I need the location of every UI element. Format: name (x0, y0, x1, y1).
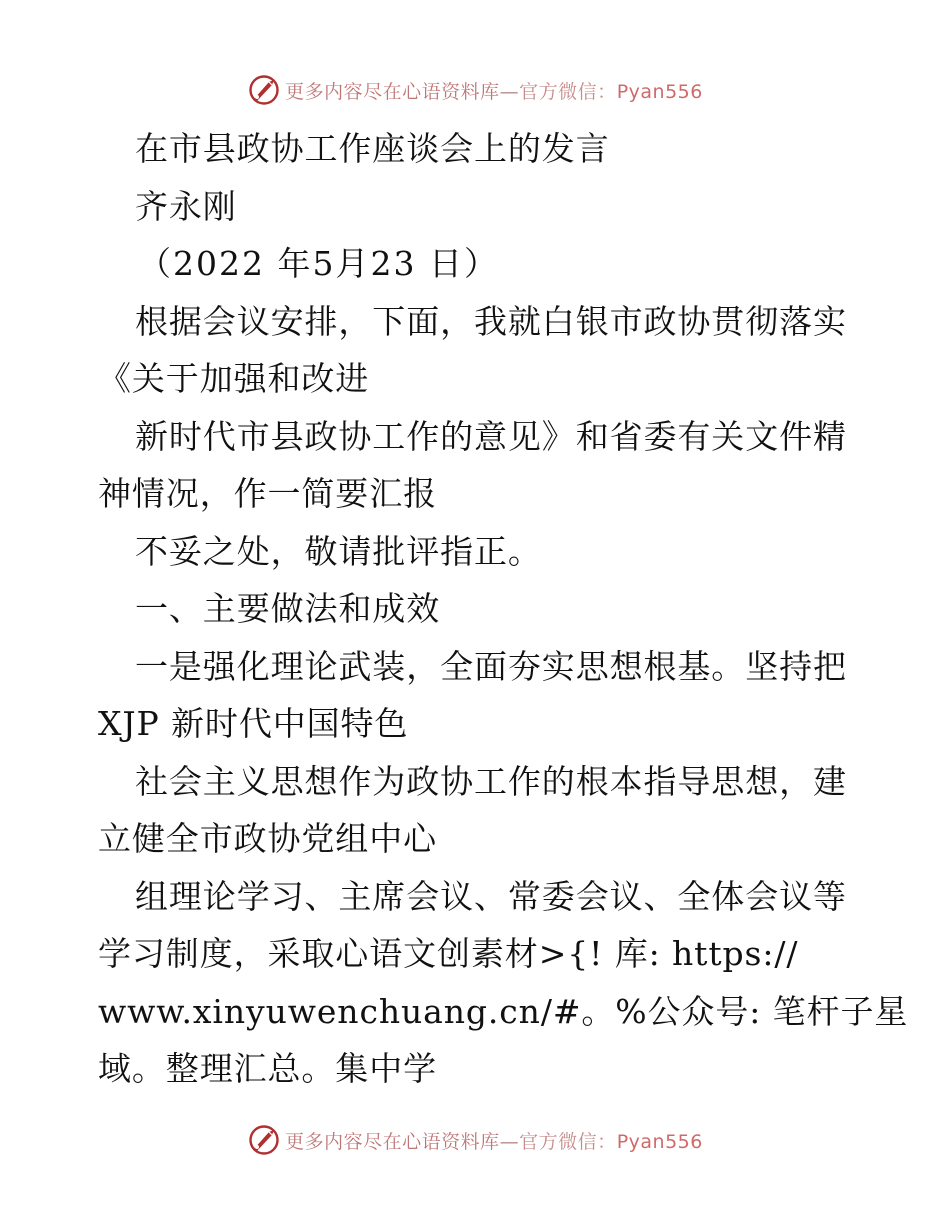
document-date: （2022 年5月23 日） (138, 244, 499, 283)
banner-separator: — (499, 1130, 520, 1153)
paragraph-line: 《关于加强和改进 (98, 359, 370, 398)
document-body (98, 120, 909, 1098)
banner-site-text: 更多内容尽在心语资料库 (285, 80, 500, 103)
banner-text (285, 1127, 703, 1154)
document-author: 齐永刚 (135, 186, 237, 226)
paragraph-line: 学习制度，采取心语文创素材>{! 库: https:// (98, 934, 799, 973)
paragraph-line: 神情况，作一简要汇报 (98, 474, 437, 513)
banner-wechat-account: Pyan556 (616, 80, 703, 103)
paragraph-line: 新时代市县政协工作的意见》和省委有关文件精 (135, 416, 847, 456)
document-title: 在市县政协工作座谈会上的发言 (135, 129, 610, 168)
banner-wechat-label: 官方微信： (519, 1130, 617, 1153)
section-heading: 一、主要做法和成效 (135, 589, 441, 628)
header-watermark-banner (0, 70, 950, 110)
paragraph-line: 根据会议安排，下面，我就白银市政协贯彻落实 (135, 301, 847, 341)
paragraph-line: 一是强化理论武装，全面夯实思想根基。坚持把 (135, 646, 847, 686)
footer-watermark-banner (0, 1120, 950, 1160)
banner-text (285, 77, 703, 104)
banner-site-text: 更多内容尽在心语资料库 (285, 1130, 500, 1153)
banner-separator: — (499, 80, 520, 103)
banner-wechat-account: Pyan556 (616, 1130, 703, 1153)
pen-circle-logo-icon (247, 73, 281, 107)
paragraph-line: 立健全市政协党组中心 (98, 819, 437, 858)
paragraph-line: 域。整理汇总。集中学 (98, 1049, 437, 1088)
paragraph-line: 不妥之处，敬请批评指正。 (135, 531, 542, 571)
paragraph-line: XJP 新时代中国特色 (98, 704, 409, 743)
paragraph-line: 组理论学习、主席会议、常委会议、全体会议等 (135, 876, 847, 916)
banner-wechat-label: 官方微信： (519, 80, 617, 103)
paragraph-line: 社会主义思想作为政协工作的根本指导思想，建 (135, 761, 847, 801)
paragraph-line: www.xinyuwenchuang.cn/#。%公众号: 笔杆子星 (98, 991, 909, 1031)
pen-circle-logo-icon (247, 1123, 281, 1157)
